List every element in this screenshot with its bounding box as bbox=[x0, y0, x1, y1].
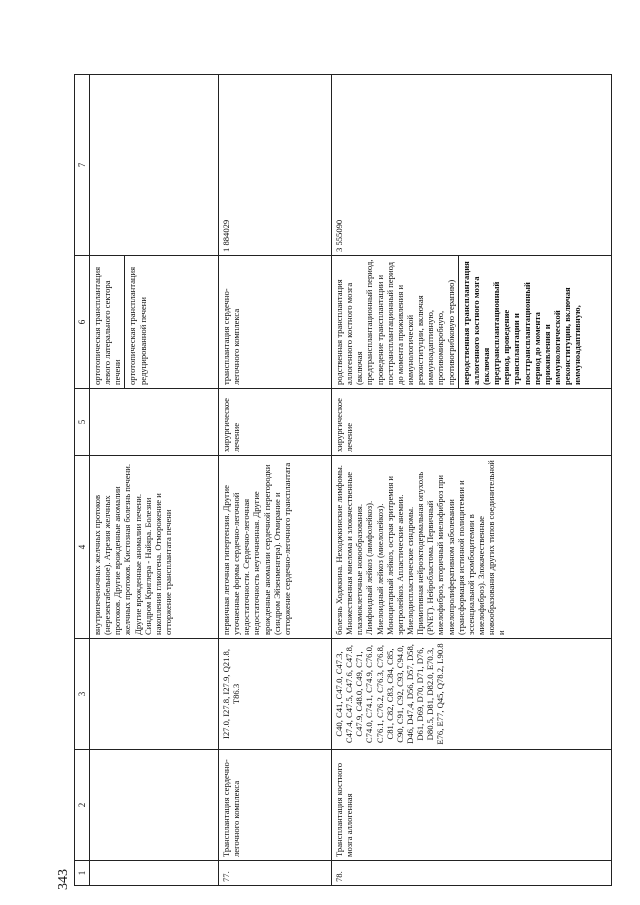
table-row bbox=[219, 75, 332, 886]
col-header-4: 4 bbox=[75, 456, 90, 639]
row-codes: C40, C41, C47.0, C47.3, C47.4, C47.5, C47.6, C47.8, C47.9, C48.0, C49, C71, C74.0, C74.1, C74.9, C76.0, C76.1, C76.2, C76.3, C76.8, C81, C82, C83, C84, C85, C90, C91, C92, C93, C94.0, D46, D47,4, D56, D57, D58, D61, D69, D70, D71, D76, D80.5, D81, D82.0, E70.3, E76, E77, Q45, Q78.2, L90.8 bbox=[332, 639, 612, 750]
row-model: болезнь Ходжкина. Неходжкинские лимфомы. Множественная миелома и злокачественные плазмоклеточные новообразования. Лимфоидный лейкоз (лимфолейкоз). Миелоидный лейкоз (миелолейкоз). Моноцитарный лейкоз, острая эритремия и эритролейкоз. Апластические анемии. Миелодиспластические синдромы. Примитивная нейроэктодермальная опухоль (PNET). Нейробластома. Первичный миелофиброз, вторичный миелофиброз при миелопролиферативном заболевании (трансформация истинной полицитемии и эссенциальной тромбоцитемии в миелофиброз). Злокачественные новообразования других типов соединительной и bbox=[332, 456, 612, 639]
row-codes: I27.0, I27.8, I27.9, Q21.8, T86.3 bbox=[219, 639, 332, 750]
col-header-1: 1 bbox=[75, 861, 90, 886]
row-num: 78. bbox=[332, 861, 612, 886]
col-header-5: 5 bbox=[75, 389, 90, 456]
row-model: первичная легочная гипертензия. Другие уточненные формы сердечно-легочной недостаточности. Сердечно-легочная недостаточность неуточненная. Другие врожденные аномалии сердечной перегородки (синдром Эйзенменгера). Отмирание и отторжение сердечно-легочного трансплантата bbox=[219, 456, 332, 639]
row-num: 77. bbox=[219, 861, 332, 886]
method-item: родственная трансплантация аллогенного костного мозга (включая предтрансплантационный период, проведение трансплантации и посттрансплантационный период до момента приживления и иммунологической реконституции, включая иммуноадаптивную, противомикробную, противогрибковую терапию) bbox=[334, 259, 456, 385]
row-methods bbox=[219, 256, 332, 389]
page-number: 343 bbox=[56, 869, 71, 890]
row-codes bbox=[90, 639, 219, 750]
method-item: трансплантация сердечно-легочного комплекса bbox=[221, 288, 242, 385]
col-header-2: 2 bbox=[75, 750, 90, 861]
row-method-type: хирургическое лечение bbox=[332, 389, 612, 456]
row-num bbox=[90, 861, 219, 886]
row-method-type: хирургическое лечение bbox=[219, 389, 332, 456]
col-header-3: 3 bbox=[75, 639, 90, 750]
table-row bbox=[90, 75, 219, 886]
method-item: неродственная трансплантация аллогенного костного мозга (включая предтрансплантационный период, проведение трансплантации и посттрансплантационный период до момента приживления и иммунологической реконституции, включая иммуноадаптивную, bbox=[458, 256, 583, 388]
row-method-type bbox=[90, 389, 219, 456]
table-row bbox=[332, 75, 612, 886]
row-name: Трансплантация костного мозга аллогенная bbox=[332, 750, 612, 861]
col-header-6: 6 bbox=[75, 256, 90, 389]
services-table bbox=[74, 74, 612, 886]
row-name bbox=[90, 750, 219, 861]
method-item: ортотопическая трансплантация левого латерального сектора печени bbox=[92, 266, 123, 385]
row-cost: 1 884029 bbox=[219, 75, 332, 256]
header-row bbox=[75, 75, 90, 886]
row-name: Трансплантация сердечно-легочного комплекса bbox=[219, 750, 332, 861]
row-model: внутрипеченочных желчных протоков (нерезектабельное). Атрезия желчных протоков. Другие врожденные аномалии желчных протоков. Кистозная болезнь печени. Другие врожденные аномалии печени. Синдром Криглера - Найяра. Болезни накопления гликогена. Отморожение и отторжение трансплантата печени bbox=[90, 456, 219, 639]
col-header-7: 7 bbox=[75, 75, 90, 256]
row-methods bbox=[90, 256, 219, 389]
row-cost: 3 555090 bbox=[332, 75, 612, 256]
rotated-table-container bbox=[74, 96, 595, 886]
row-cost bbox=[90, 75, 219, 256]
row-methods bbox=[332, 256, 612, 389]
method-item: ортотопическая трансплантация редуцированной печени bbox=[124, 256, 147, 388]
